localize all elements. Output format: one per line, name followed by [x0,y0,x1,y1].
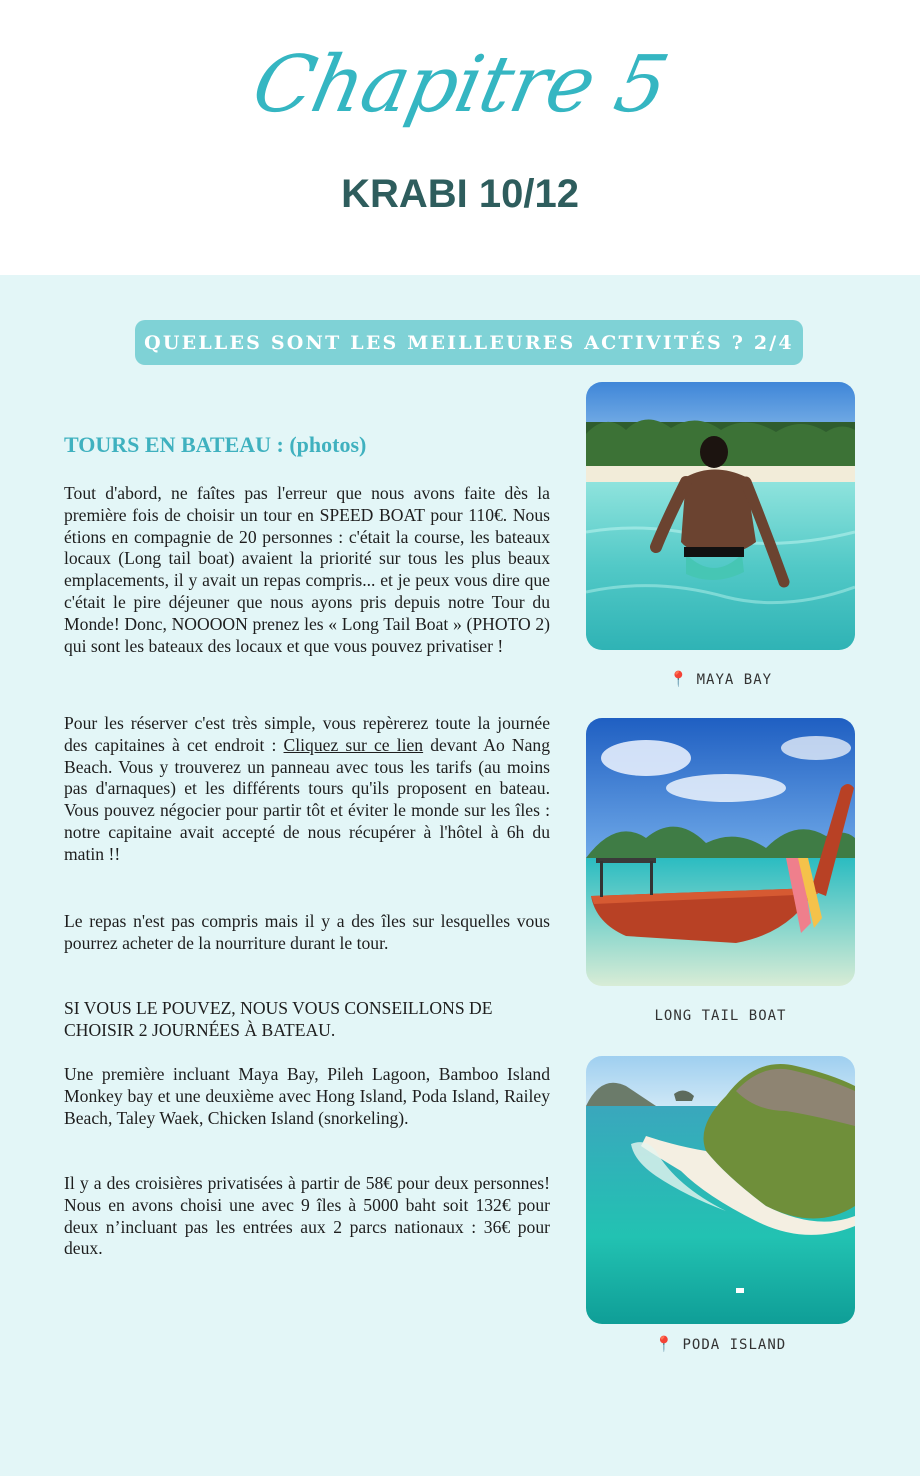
booking-link[interactable]: Cliquez sur ce lien [283,734,424,755]
caption-text: PODA ISLAND [682,1337,787,1353]
map-pin-icon: 📍 [654,1335,675,1353]
page-subtitle: KRABI 10/12 [341,172,579,216]
paragraph-itinerary: Une première incluant Maya Bay, Pileh Lagoon, Bamboo Island Monkey bay et une deuxième avec Hong Island, Poda Island, Railey Beach, Taley Waek, Chicken Island (snorkeling). [64,1064,550,1128]
paragraph-meal: Le repas n'est pas compris mais il y a des îles sur lesquelles vous pourrez acheter de la nourriture durant le tour. [64,911,550,953]
booking-text-after: devant Ao Nang Beach. Vous y trouverez un panneau avec tous les tarifs (au moins pas d'arnaques) et les différents tours qu'ils proposent en bateau. Vous pouvez négocier pour partir tôt et éviter le monde sur les îles : notre capitaine avait accepté de nous récupérer à l'hôtel à 6h du matin !! [64,734,550,864]
caption-long-tail-boat: LONG TAIL BOAT [654,1008,787,1024]
caption-maya-bay [586,670,855,688]
chapter-title: Chapitre 5 [245,40,675,130]
paragraph-cruise: Il y a des croisières privatisées à partir de 58€ pour deux personnes! Nous en avons choisi une avec 9 îles à 5000 baht soit 132€ pour deux n’incluant pas les entrées aux 2 parcs nationaux : 36€ pour deux. [64,1173,550,1259]
caption-poda-island [586,1335,855,1353]
photo-maya-bay [586,382,855,650]
map-pin-icon: 📍 [668,670,689,688]
section-banner: QUELLES SONT LES MEILLEURES ACTIVITÉS ? 2/4 [135,320,803,365]
photo-long-tail-boat [586,718,855,986]
caption-text: MAYA BAY [696,672,773,688]
booking-text-before: Pour les réserver c'est très simple, vous repèrerez toute la journée des capitaines à cet endroit : [64,713,550,755]
paragraph-booking [64,713,550,866]
paragraph-intro: Tout d'abord, ne faîtes pas l'erreur que nous avons faite dès la première fois de choisir un tour en SPEED BOAT pour 110€. Nous étions en compagnie de 20 personnes : c'était la course, les bateaux locaux (Long tail boat) avaient la priorité sur tous les plus beaux emplacements, il y avait un repas compris... et je peux vous dire que c'était le pire déjeuner que nous ayons pris depuis notre Tour du Monde! Donc, NOOOON prenez les « Long Tail Boat » (PHOTO 2) qui sont les bateaux des locaux et que vous pouvez privatiser ! [64,483,550,656]
section-title: TOURS EN BATEAU : (photos) [64,432,367,457]
paragraph-recommendation: SI VOUS LE POUVEZ, NOUS VOUS CONSEILLONS DE CHOISIR 2 JOURNÉES À BATEAU. [64,998,493,1040]
photo-poda-island [586,1056,855,1324]
page-header [0,0,920,275]
